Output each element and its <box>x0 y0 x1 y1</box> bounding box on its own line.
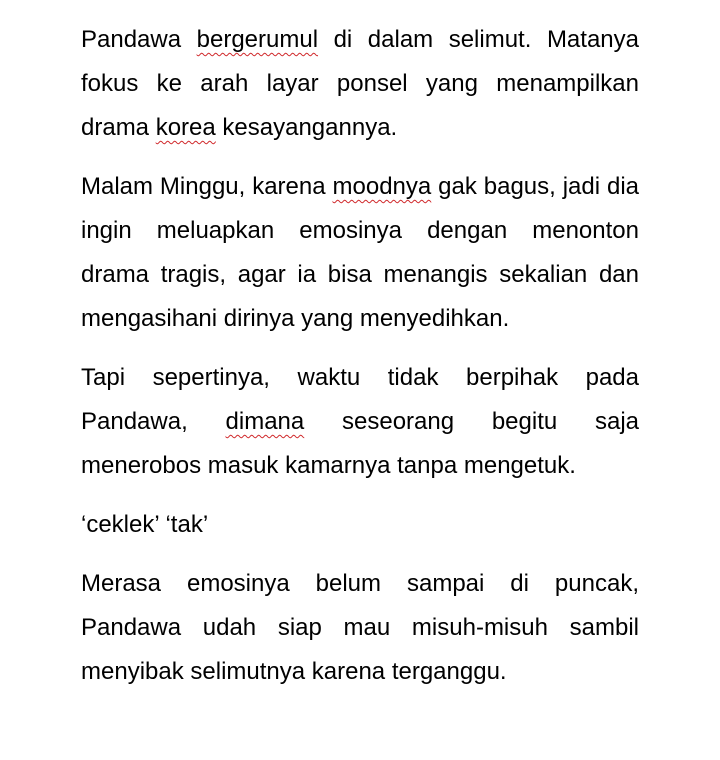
paragraph-1 <box>81 18 639 150</box>
text-run: ‘ceklek’ ‘tak’ <box>81 511 209 538</box>
paragraph-4 <box>81 503 639 547</box>
text-run: Pandawa <box>81 26 197 53</box>
text-run: gak bagus, jadi dia ingin meluapkan emosinya dengan menonton drama tragis, agar ia bisa menangis sekalian dan mengasihani dirinya yang menyedihkan. <box>81 173 640 332</box>
text-run: di dalam selimut. Matanya fokus ke arah layar ponsel yang menampilkan drama <box>81 26 639 141</box>
text-run: Malam Minggu, karena <box>81 173 333 200</box>
paragraph-2 <box>81 165 639 341</box>
text-run: Merasa emosinya belum sampai di puncak, Pandawa udah siap mau misuh-misuh sambil menyibak selimutnya karena terganggu. <box>81 570 639 685</box>
misspelled-word[interactable]: korea <box>155 114 216 141</box>
misspelled-word[interactable]: dimana <box>225 408 305 435</box>
paragraph-3 <box>81 356 639 488</box>
misspelled-word[interactable]: moodnya <box>332 173 432 200</box>
text-run: Tapi sepertinya, waktu tidak berpihak pada Pandawa, <box>81 364 639 435</box>
misspelled-word[interactable]: bergerumul <box>196 26 319 53</box>
paragraph-5 <box>81 562 639 694</box>
text-run: seseorang begitu saja menerobos masuk kamarnya tanpa mengetuk. <box>81 408 640 479</box>
text-run: kesayangannya. <box>215 114 398 141</box>
document-body <box>81 18 639 694</box>
